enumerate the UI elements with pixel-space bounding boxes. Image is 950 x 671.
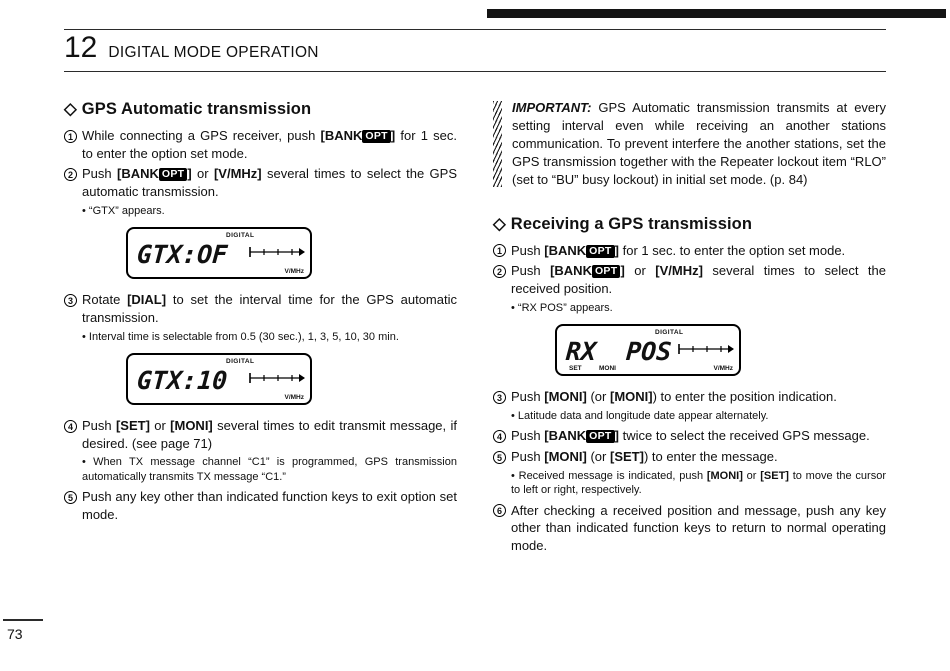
important-note: [493, 99, 886, 189]
step-text: Rotate [DIAL] to set the interval time for the GPS automatic transmission.: [82, 292, 457, 325]
step-text: Push [MONI] (or [MONI]) to enter the position indication.: [511, 389, 837, 405]
top-rule: [64, 29, 886, 30]
lcd-main-text: RX POS: [564, 337, 673, 367]
step-5: [64, 488, 457, 523]
chapter-number: 12: [64, 31, 98, 64]
step-3: [64, 291, 457, 326]
bullet-note: • “RX POS” appears.: [511, 301, 613, 314]
hatch-border: [493, 101, 502, 187]
step-text: Push any key other than indicated function keys to exit option set mode.: [82, 489, 457, 523]
signal-meter-icon: [249, 246, 305, 258]
lcd-set-label: SET: [569, 365, 582, 373]
bullet-note: • Received message is indicated, push [MONI] or [SET] to move the cursor to left or right, respectively.: [511, 469, 886, 497]
lcd-main-text: GTX:OF: [135, 240, 229, 270]
step-number: 5: [64, 491, 77, 504]
step-text: Push [BANK OPT ] twice to select the received GPS message.: [511, 428, 870, 444]
header-rule: [64, 71, 886, 72]
lcd-display-rx-pos: [555, 324, 741, 376]
step-4: [493, 427, 886, 445]
opt-key-badge: OPT: [586, 245, 615, 258]
important-note-text: IMPORTANT: GPS Automatic transmission transmits at every setting interval even while receiving an another stations communication. To prevent interfere the another stations, set the GPS transmission together with the Repeater lockout item “RLO” (set to “BU” busy lockout) in initial set mode. (p. 84): [512, 100, 886, 187]
step-number: 3: [64, 294, 77, 307]
step-number: 4: [493, 430, 506, 443]
bullet-note: • Latitude data and longitude date appear alternately.: [511, 409, 769, 422]
bullet-note: • When TX message channel “C1” is programmed, GPS transmission automatically transmits TX message “C1.”: [82, 456, 457, 483]
left-column: [64, 99, 457, 527]
step-1: [493, 242, 886, 260]
section-heading-text: GPS Automatic transmission: [81, 100, 312, 118]
opt-key-badge: OPT: [592, 265, 621, 278]
signal-meter-icon: [249, 372, 305, 384]
step-number: 6: [493, 504, 506, 517]
lcd-display-gtx-off: [126, 227, 312, 279]
step-number: 2: [64, 168, 77, 181]
lcd-display-gtx-10: [126, 353, 312, 405]
step-text: Push [BANK OPT ] or [V/MHz] several times to select the received position.: [511, 263, 886, 297]
step-text: While connecting a GPS receiver, push [BANK OPT ] for 1 sec. to enter the option set mode.: [82, 128, 458, 161]
lcd-main-text: GTX:10: [135, 366, 229, 396]
step-number: 4: [64, 420, 77, 433]
step-number: 2: [493, 265, 506, 278]
chapter-thumb-index-bar: [487, 9, 946, 18]
step-1: [64, 127, 457, 162]
diamond-icon: ◇: [493, 214, 506, 233]
step-2: [493, 262, 886, 297]
signal-meter-icon: [678, 343, 734, 355]
lcd-moni-label: MONI: [599, 365, 616, 373]
lcd-digital-label: DIGITAL: [226, 358, 255, 366]
footer-rule: [3, 619, 43, 621]
opt-key-badge: OPT: [159, 168, 188, 181]
section-heading-gps-automatic-transmission: [64, 99, 457, 119]
step-number: 1: [64, 130, 77, 143]
lcd-vmhz-label: V/MHz: [284, 394, 304, 402]
step-text: After checking a received position and message, push any key other than indicated function keys to return to normal operating mode.: [511, 502, 886, 554]
step-5: [493, 448, 886, 466]
section-heading-text: Receiving a GPS transmission: [510, 214, 753, 233]
lcd-vmhz-label: V/MHz: [284, 268, 304, 276]
step-2: [64, 165, 457, 200]
lcd-digital-label: DIGITAL: [655, 329, 684, 337]
step-number: 5: [493, 451, 506, 464]
page-header: [64, 33, 319, 63]
step-text: Push [BANK OPT ] or [V/MHz] several times to select the GPS automatic transmission.: [82, 166, 457, 200]
step-number: 3: [493, 391, 506, 404]
lcd-digital-label: DIGITAL: [226, 232, 255, 240]
diamond-icon: ◇: [64, 100, 77, 118]
lcd-vmhz-label: V/MHz: [713, 365, 733, 373]
step-6: [493, 502, 886, 555]
chapter-title: DIGITAL MODE OPERATION: [108, 44, 319, 61]
opt-key-badge: OPT: [362, 130, 391, 143]
step-text: Push [SET] or [MONI] several times to edit transmit message, if desired. (see page 71): [82, 418, 457, 451]
step-text: Push [MONI] (or [SET]) to enter the message.: [511, 449, 778, 465]
step-3: [493, 388, 886, 406]
step-4: [64, 417, 457, 452]
right-column: [493, 99, 886, 558]
section-heading-receiving-gps-transmission: [493, 214, 886, 234]
step-text: Push [BANK OPT ] for 1 sec. to enter the option set mode.: [511, 242, 846, 258]
page-number: 73: [7, 626, 23, 642]
opt-key-badge: OPT: [586, 430, 615, 443]
bullet-note: • “GTX” appears.: [82, 204, 165, 217]
step-number: 1: [493, 244, 506, 257]
bullet-note: • Interval time is selectable from 0.5 (30 sec.), 1, 3, 5, 10, 30 min.: [82, 330, 399, 343]
